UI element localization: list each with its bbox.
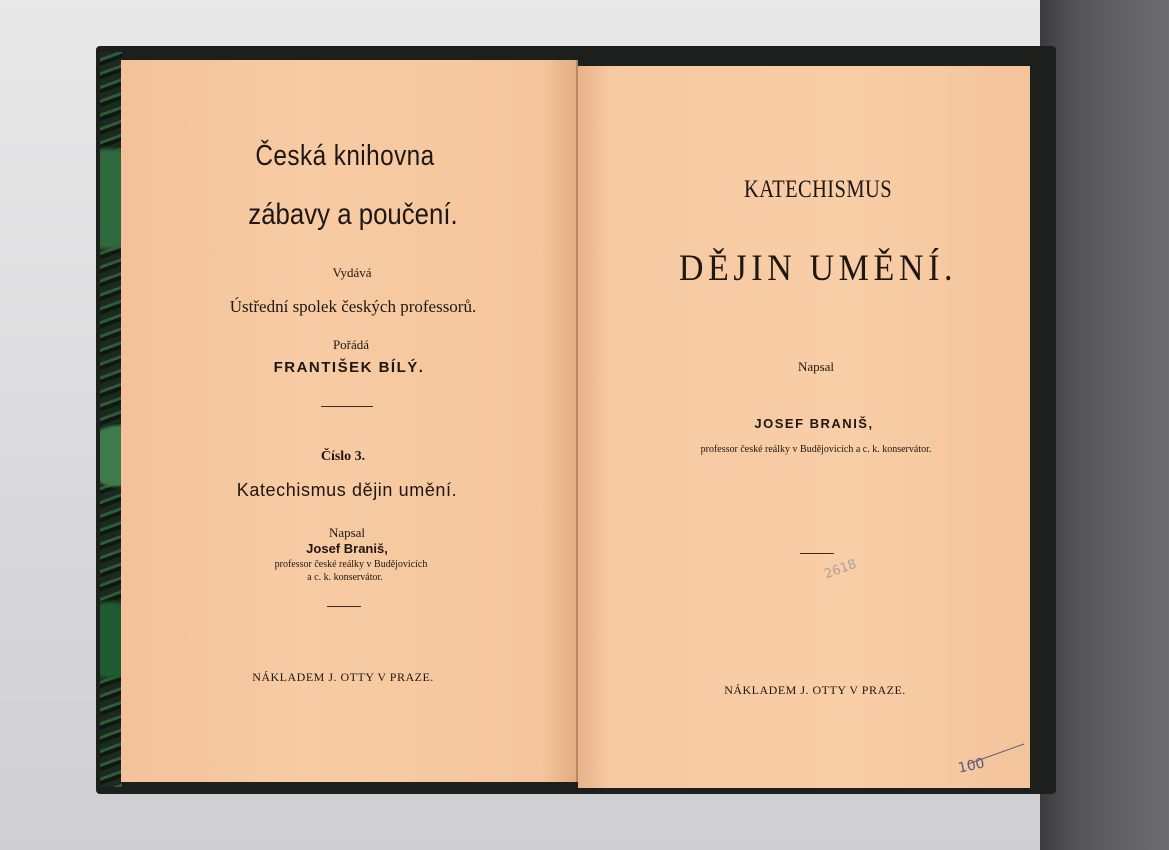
imprint: NÁKLADEM J. OTTY V PRAZE. <box>252 670 434 684</box>
title-line1: KATECHISMUS <box>743 176 893 203</box>
editor-name: FRANTIŠEK BÍLÝ. <box>273 359 425 376</box>
author-description-line1: professor české reálky v Budějovicích <box>274 559 428 570</box>
book-title: Katechismus dějin umění. <box>236 480 458 500</box>
divider-rule-2 <box>327 606 361 607</box>
pencil-price: 100 <box>956 755 987 777</box>
imprint: NÁKLADEM J. OTTY V PRAZE. <box>724 683 906 697</box>
author-label: Napsal <box>328 525 366 540</box>
left-page <box>121 60 578 782</box>
scan-shadow <box>1040 0 1169 850</box>
author-name: JOSEF BRANIŠ, <box>754 416 874 431</box>
series-title-line1: Česká knihovna <box>255 140 435 172</box>
title-line2: DĚJIN UMĚNÍ. <box>678 248 958 289</box>
marbled-binding <box>100 52 122 787</box>
publisher-name: Ústřední spolek českých professorů. <box>229 297 477 316</box>
pencil-stroke-icon <box>966 742 1026 772</box>
author-label: Napsal <box>797 359 835 374</box>
series-number: Číslo 3. <box>320 449 366 464</box>
series-title-line2: zábavy a poučení. <box>248 198 458 231</box>
publisher-label: Vydává <box>332 265 372 280</box>
divider-rule <box>321 406 373 407</box>
author-description: professor české reálky v Budějovicích a c. k. konservátor. <box>700 444 932 455</box>
pencil-annotation: 2618 <box>822 556 859 583</box>
editor-label: Pořádá <box>332 337 370 352</box>
right-page <box>578 66 1030 788</box>
author-name: Josef Braniš, <box>306 541 388 556</box>
divider-rule <box>800 553 834 554</box>
author-description-line2: a c. k. konservátor. <box>307 572 383 583</box>
